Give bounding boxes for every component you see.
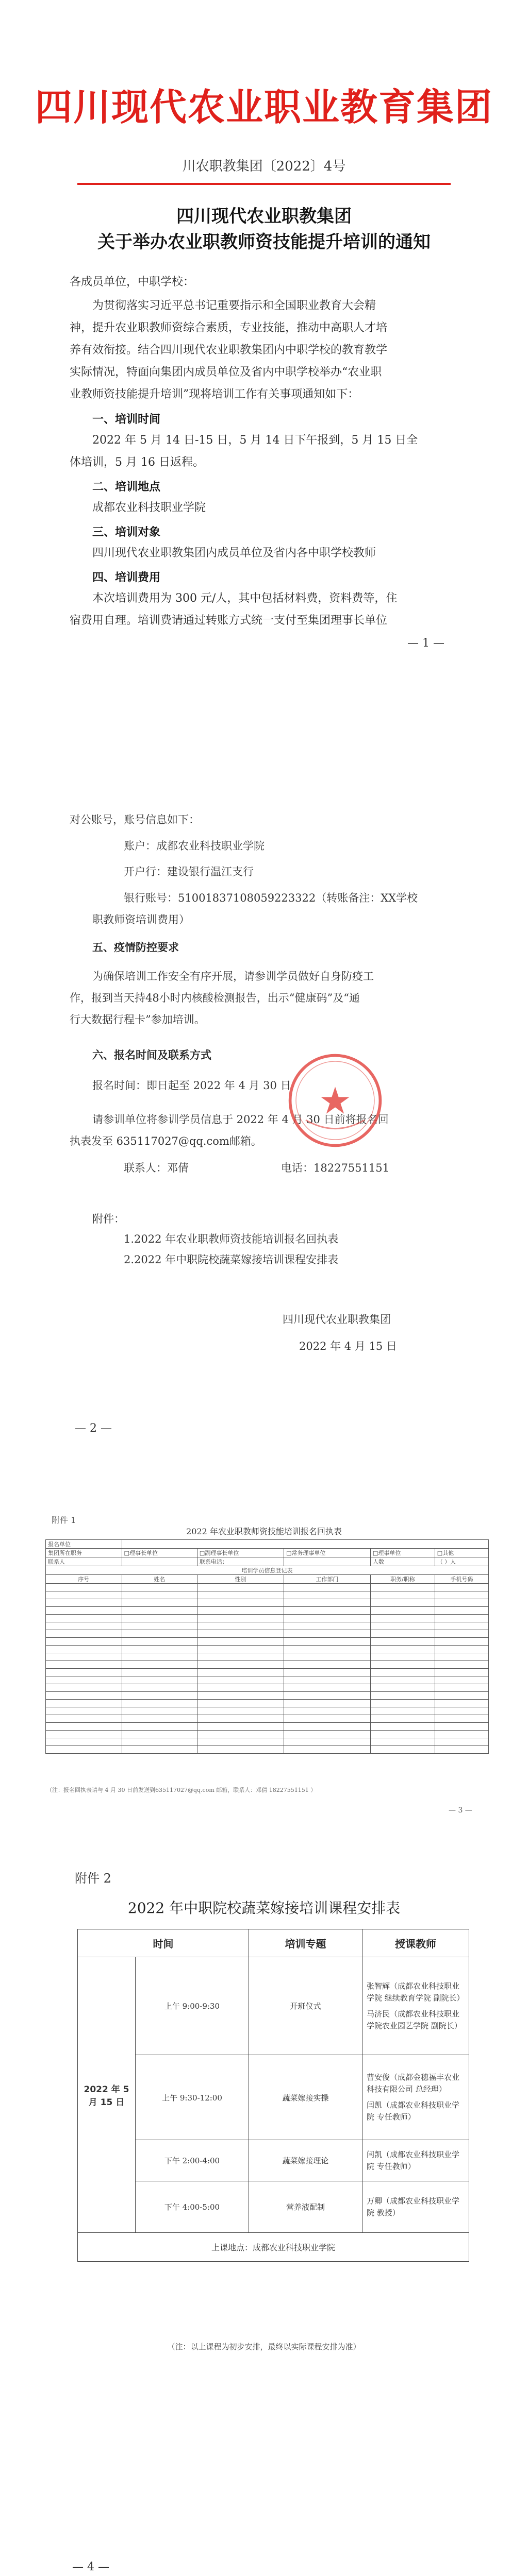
blank-cell xyxy=(122,1684,197,1692)
blank-cell xyxy=(197,1676,284,1684)
session-time: 下午 4:00-5:00 xyxy=(136,2181,249,2233)
form-label: 联系人 xyxy=(46,1557,122,1566)
type-option: □理事长单位 xyxy=(122,1549,197,1557)
blank-cell xyxy=(197,1684,284,1692)
blank-cell xyxy=(197,1607,284,1615)
blank-cell xyxy=(46,1622,122,1630)
column-header: 性别 xyxy=(197,1575,284,1584)
session-teachers xyxy=(362,1957,469,2055)
blank-cell xyxy=(122,1669,197,1676)
blank-cell xyxy=(435,1599,488,1607)
blank-cell xyxy=(435,1646,488,1653)
blank-cell xyxy=(46,1731,122,1738)
blank-cell xyxy=(370,1607,435,1615)
form-cell xyxy=(122,1557,197,1566)
blank-cell xyxy=(284,1692,370,1700)
session-topic: 开班仪式 xyxy=(249,1957,362,2055)
blank-cell xyxy=(435,1692,488,1700)
blank-cell xyxy=(370,1746,435,1754)
blank-cell xyxy=(435,1661,488,1669)
blank-cell xyxy=(284,1700,370,1707)
teacher-entry: 万卿（成都农业科技职业学院 教授） xyxy=(367,2196,460,2217)
form-label: 联系电话： xyxy=(197,1557,284,1566)
section-2-title: 二、培训地点 xyxy=(92,481,161,494)
blank-cell xyxy=(122,1599,197,1607)
blank-cell xyxy=(435,1638,488,1646)
schedule-note: （注：以上课程为初步安排，最终以实际课程安排为准） xyxy=(167,2342,361,2351)
account-note: 职教师资培训费用） xyxy=(92,913,190,926)
blank-cell xyxy=(46,1584,122,1591)
blank-roster-row xyxy=(46,1615,489,1622)
blank-cell xyxy=(435,1700,488,1707)
blank-cell xyxy=(46,1738,122,1746)
blank-cell xyxy=(122,1746,197,1754)
blank-cell xyxy=(435,1676,488,1684)
blank-cell xyxy=(370,1700,435,1707)
blank-cell xyxy=(370,1707,435,1715)
blank-cell xyxy=(46,1591,122,1599)
blank-cell xyxy=(46,1723,122,1731)
teacher-entry: 闫凯（成都农业科技职业学院 专任教师） xyxy=(367,2149,460,2171)
blank-cell xyxy=(197,1599,284,1607)
blank-roster-row xyxy=(46,1676,489,1684)
page-number: — 1 — xyxy=(407,637,444,650)
document-number: 川农职教集团〔2022〕4号 xyxy=(182,159,346,174)
blank-cell xyxy=(284,1707,370,1715)
blank-cell xyxy=(122,1723,197,1731)
blank-roster-row xyxy=(46,1684,489,1692)
blank-roster-row xyxy=(46,1638,489,1646)
blank-roster-row xyxy=(46,1692,489,1700)
column-header: 手机号码 xyxy=(435,1575,488,1584)
blank-cell xyxy=(197,1622,284,1630)
section-1-body xyxy=(70,429,469,473)
intro-line: 神，提升农业职教师资综合素质，专业技能，推动中高职人才培 xyxy=(70,321,388,334)
venue-row xyxy=(78,2233,469,2262)
body-line: 执表发至 635117027@qq.com邮箱。 xyxy=(70,1135,262,1147)
blank-cell xyxy=(435,1630,488,1638)
blank-cell xyxy=(435,1584,488,1591)
blank-cell xyxy=(435,1715,488,1723)
blank-cell xyxy=(435,1707,488,1715)
body-line: 宿费用自理。培训费请通过转账方式统一支付至集团理事长单位 xyxy=(70,614,388,627)
teacher-entry: 曹安俊（成都金穗福丰农业科技有限公司 总经理） xyxy=(367,2073,460,2094)
blank-cell xyxy=(284,1607,370,1615)
blank-cell xyxy=(122,1638,197,1646)
page-2 xyxy=(0,732,528,1463)
blank-cell xyxy=(284,1661,370,1669)
attachment-item: 2.2022 年中职院校蔬菜嫁接培训课程安排表 xyxy=(124,1253,339,1266)
blank-cell xyxy=(197,1723,284,1731)
blank-cell xyxy=(197,1731,284,1738)
blank-roster-row xyxy=(46,1607,489,1615)
blank-cell xyxy=(46,1676,122,1684)
blank-cell xyxy=(122,1653,197,1661)
teacher-entry: 马济民（成都农业科技职业学院农业园艺学院 副院长） xyxy=(367,2009,462,2030)
blank-cell xyxy=(284,1676,370,1684)
blank-cell xyxy=(435,1615,488,1622)
session-teachers xyxy=(362,2140,469,2181)
registration-deadline: 报名时间：即日起至 2022 年 4 月 30 日 xyxy=(92,1079,291,1092)
type-option: □常务理事单位 xyxy=(284,1549,370,1557)
red-divider xyxy=(77,183,451,185)
blank-cell xyxy=(435,1669,488,1676)
blank-roster-row xyxy=(46,1723,489,1731)
schedule-title: 2022 年中职院校蔬菜嫁接培训课程安排表 xyxy=(127,1900,401,1917)
blank-cell xyxy=(284,1646,370,1653)
section-3-body: 四川现代农业职教集团内成员单位及省内各中职学校教师 xyxy=(92,547,376,560)
signing-date: 2022 年 4 月 15 日 xyxy=(299,1340,397,1352)
column-header: 姓名 xyxy=(122,1575,197,1584)
blank-cell xyxy=(284,1653,370,1661)
heading-line-2: 关于举办农业职教师资技能提升培训的通知 xyxy=(97,232,431,252)
blank-roster-row xyxy=(46,1700,489,1707)
heading-line-1: 四川现代农业职教集团 xyxy=(176,206,352,227)
form-row-roster xyxy=(46,1566,489,1575)
blank-roster-row xyxy=(46,1646,489,1653)
section-2-body: 成都农业科技职业学院 xyxy=(92,501,206,514)
blank-roster-row xyxy=(46,1622,489,1630)
blank-cell xyxy=(46,1707,122,1715)
section-5-body xyxy=(70,965,472,1030)
session-row xyxy=(78,1957,469,2055)
blank-roster-row xyxy=(46,1591,489,1599)
blank-cell xyxy=(370,1715,435,1723)
page-number: — 2 — xyxy=(75,1422,112,1435)
blank-cell xyxy=(197,1630,284,1638)
blank-cell xyxy=(197,1638,284,1646)
form-row-unit xyxy=(46,1540,489,1549)
session-time: 上午 9:30-12:00 xyxy=(136,2055,249,2140)
blank-cell xyxy=(122,1615,197,1622)
blank-cell xyxy=(197,1653,284,1661)
section-5-title: 五、疫情防控要求 xyxy=(92,941,179,954)
form-section-label: 培训学员信息登记表 xyxy=(46,1566,489,1575)
blank-cell xyxy=(122,1700,197,1707)
blank-cell xyxy=(370,1630,435,1638)
blank-cell xyxy=(284,1638,370,1646)
blank-cell xyxy=(284,1723,370,1731)
blank-cell xyxy=(370,1591,435,1599)
section-1-title: 一、培训时间 xyxy=(92,413,161,426)
blank-cell xyxy=(370,1638,435,1646)
form-title: 2022 年农业职教师资技能培训报名回执表 xyxy=(186,1527,342,1536)
blank-cell xyxy=(435,1607,488,1615)
blank-cell xyxy=(197,1646,284,1653)
session-topic: 蔬菜嫁接理论 xyxy=(249,2140,362,2181)
blank-cell xyxy=(370,1692,435,1700)
blank-cell xyxy=(122,1738,197,1746)
blank-cell xyxy=(46,1692,122,1700)
blank-cell xyxy=(46,1661,122,1669)
blank-roster-row xyxy=(46,1738,489,1746)
blank-cell xyxy=(197,1707,284,1715)
blank-cell xyxy=(46,1700,122,1707)
blank-cell xyxy=(435,1746,488,1754)
attachment-item: 1.2022 年农业职教师资技能培训报名回执表 xyxy=(124,1233,339,1245)
blank-cell xyxy=(284,1615,370,1622)
form-row-contact xyxy=(46,1557,489,1566)
blank-cell xyxy=(122,1591,197,1599)
body-line: 本次培训费用为 300 元/人，其中包括材料费，资料费等，住 xyxy=(92,592,398,605)
blank-cell xyxy=(197,1692,284,1700)
attachments-label: 附件： xyxy=(92,1213,125,1225)
body-line: 行大数据行程卡”参加培训。 xyxy=(70,1013,205,1026)
header-topic: 培训专题 xyxy=(249,1929,362,1957)
blank-cell xyxy=(197,1715,284,1723)
blank-cell xyxy=(197,1669,284,1676)
blank-cell xyxy=(46,1653,122,1661)
blank-cell xyxy=(284,1591,370,1599)
type-option: □其他 xyxy=(435,1549,488,1557)
section-6-title: 六、报名时间及联系方式 xyxy=(92,1049,211,1061)
blank-cell xyxy=(46,1615,122,1622)
blank-cell xyxy=(370,1599,435,1607)
teacher-entry: 张智辉（成都农业科技职业学院 继续教育学院 副院长） xyxy=(367,1981,465,2003)
body-line: 体培训，5 月 16 日返程。 xyxy=(70,456,204,469)
blank-cell xyxy=(122,1707,197,1715)
form-label: （ ）人 xyxy=(435,1557,488,1566)
blank-cell xyxy=(370,1622,435,1630)
section-3-title: 三、培训对象 xyxy=(92,526,161,539)
blank-cell xyxy=(284,1715,370,1723)
blank-roster-row xyxy=(46,1669,489,1676)
blank-cell xyxy=(122,1661,197,1669)
blank-cell xyxy=(370,1738,435,1746)
blank-cell xyxy=(370,1653,435,1661)
form-cell xyxy=(122,1540,488,1549)
blank-roster-row xyxy=(46,1584,489,1591)
page-1 xyxy=(0,0,528,732)
blank-cell xyxy=(284,1731,370,1738)
blank-cell xyxy=(370,1684,435,1692)
account-number: 银行账号：51001837108059223322（转账备注：XX学校 xyxy=(124,892,418,904)
blank-cell xyxy=(197,1591,284,1599)
org-title: 四川现代农业职业教育集团 xyxy=(35,86,493,129)
registration-form-table xyxy=(45,1539,489,1754)
page-4 xyxy=(0,1834,528,2576)
blank-cell xyxy=(197,1746,284,1754)
blank-cell xyxy=(197,1584,284,1591)
blank-cell xyxy=(435,1653,488,1661)
blank-cell xyxy=(435,1622,488,1630)
blank-cell xyxy=(122,1584,197,1591)
blank-cell xyxy=(370,1676,435,1684)
blank-cell xyxy=(435,1591,488,1599)
form-label: 人数 xyxy=(370,1557,435,1566)
blank-cell xyxy=(46,1638,122,1646)
blank-cell xyxy=(370,1661,435,1669)
form-cell xyxy=(284,1557,370,1566)
session-teachers xyxy=(362,2181,469,2233)
session-topic: 营养液配制 xyxy=(249,2181,362,2233)
body-line: 请参训单位将参训学员信息于 2022 年 4 月 30 日前将报名回 xyxy=(92,1113,389,1126)
section-4-body xyxy=(70,587,469,632)
page-number: — 4 — xyxy=(72,2561,109,2573)
blank-cell xyxy=(370,1615,435,1622)
blank-cell xyxy=(435,1731,488,1738)
blank-cell xyxy=(122,1646,197,1653)
blank-cell xyxy=(284,1584,370,1591)
session-row xyxy=(78,2140,469,2181)
form-label: 报名单位 xyxy=(46,1540,122,1549)
blank-cell xyxy=(197,1738,284,1746)
intro-line: 养有效衔接。结合四川现代农业职教集团内中职学校的教育教学 xyxy=(70,344,388,357)
form-label: 集团所在职务 xyxy=(46,1549,122,1557)
blank-cell xyxy=(46,1669,122,1676)
session-date: 2022 年 5 月 15 日 xyxy=(78,1957,136,2233)
body-line: 2022 年 5 月 14 日-15 日，5 月 14 日下午报到，5 月 15 日全 xyxy=(92,434,418,447)
blank-cell xyxy=(122,1607,197,1615)
column-header: 工作部门 xyxy=(284,1575,370,1584)
blank-cell xyxy=(122,1630,197,1638)
section-4-title: 四、培训费用 xyxy=(92,571,161,584)
blank-cell xyxy=(197,1661,284,1669)
attachment-2-label: 附件 2 xyxy=(75,1871,111,1886)
intro-line: 实际情况，特面向集团内成员单位及省内中职学校举办“农业职 xyxy=(70,366,382,379)
blank-cell xyxy=(284,1630,370,1638)
body-line: 为确保培训工作安全有序开展，请参训学员做好自身防疫工 xyxy=(92,970,374,982)
blank-cell xyxy=(46,1599,122,1607)
blank-cell xyxy=(122,1715,197,1723)
blank-cell xyxy=(46,1646,122,1653)
blank-cell xyxy=(284,1738,370,1746)
blank-cell xyxy=(435,1738,488,1746)
blank-cell xyxy=(284,1599,370,1607)
blank-cell xyxy=(46,1630,122,1638)
blank-roster-row xyxy=(46,1715,489,1723)
intro-line: 为贯彻落实习近平总书记重要指示和全国职业教育大会精 xyxy=(92,299,376,312)
salutation: 各成员单位，中职学校： xyxy=(70,276,195,289)
official-seal xyxy=(286,1052,384,1149)
blank-cell xyxy=(370,1584,435,1591)
session-row xyxy=(78,2181,469,2233)
blank-cell xyxy=(370,1669,435,1676)
column-header: 序号 xyxy=(46,1575,122,1584)
blank-cell xyxy=(46,1607,122,1615)
schedule-table xyxy=(77,1929,469,2262)
form-note: （注：报名回执表请与 4 月 30 日前发送到635117027@qq.com 邮箱，联系人：邓倩 18227551151 ） xyxy=(46,1787,317,1793)
blank-roster-row xyxy=(46,1653,489,1661)
form-row-type xyxy=(46,1549,489,1557)
session-row xyxy=(78,2055,469,2140)
submission-instructions xyxy=(70,1109,472,1152)
blank-cell xyxy=(435,1723,488,1731)
blank-cell xyxy=(284,1622,370,1630)
blank-cell xyxy=(284,1684,370,1692)
blank-cell xyxy=(122,1676,197,1684)
session-topic: 蔬菜嫁接实操 xyxy=(249,2055,362,2140)
account-intro: 对公账号，账号信息如下： xyxy=(70,814,200,826)
blank-roster-row xyxy=(46,1661,489,1669)
session-teachers xyxy=(362,2055,469,2140)
blank-roster-row xyxy=(46,1599,489,1607)
blank-cell xyxy=(284,1669,370,1676)
body-line: 作，报到当天持48小时内核酸检测报告，出示“健康码”及“通 xyxy=(70,992,360,1004)
intro-line: 业教师资技能提升培训”现将培训工作有关事项通知如下： xyxy=(70,388,359,401)
attachment-1-label: 附件 1 xyxy=(52,1515,76,1525)
venue: 上课地点：成都农业科技职业学院 xyxy=(78,2233,469,2262)
blank-cell xyxy=(370,1723,435,1731)
blank-cell xyxy=(46,1715,122,1723)
intro-paragraph xyxy=(70,295,469,405)
blank-cell xyxy=(46,1746,122,1754)
blank-roster-row xyxy=(46,1707,489,1715)
type-option: □副理事长单位 xyxy=(197,1549,284,1557)
blank-cell xyxy=(122,1622,197,1630)
blank-cell xyxy=(370,1646,435,1653)
blank-cell xyxy=(46,1684,122,1692)
bank-name: 开户行：建设银行温江支行 xyxy=(124,866,254,878)
blank-cell xyxy=(435,1684,488,1692)
header-time: 时间 xyxy=(78,1929,249,1957)
account-name: 账户：成都农业科技职业学院 xyxy=(124,840,265,852)
page-3 xyxy=(0,1463,528,1834)
blank-roster-row xyxy=(46,1630,489,1638)
session-time: 上午 9:00-9:30 xyxy=(136,1957,249,2055)
type-option: □理事单位 xyxy=(370,1549,435,1557)
teacher-entry: 闫凯（成都农业科技职业学院 专任教师） xyxy=(367,2100,460,2122)
blank-roster-row xyxy=(46,1731,489,1738)
contact-person: 联系人：邓倩 xyxy=(124,1162,189,1174)
blank-cell xyxy=(284,1746,370,1754)
column-header: 职务/职称 xyxy=(370,1575,435,1584)
contact-phone: 电话：18227551151 xyxy=(281,1162,389,1174)
page-number: — 3 — xyxy=(449,1806,472,1815)
blank-cell xyxy=(122,1692,197,1700)
schedule-header-row xyxy=(78,1929,469,1957)
form-header-row xyxy=(46,1575,489,1584)
blank-cell xyxy=(197,1615,284,1622)
blank-cell xyxy=(370,1731,435,1738)
session-time: 下午 2:00-4:00 xyxy=(136,2140,249,2181)
blank-cell xyxy=(122,1731,197,1738)
header-teacher: 授课教师 xyxy=(362,1929,469,1957)
blank-cell xyxy=(197,1700,284,1707)
blank-roster-row xyxy=(46,1746,489,1754)
signing-organization: 四川现代农业职教集团 xyxy=(283,1313,391,1326)
